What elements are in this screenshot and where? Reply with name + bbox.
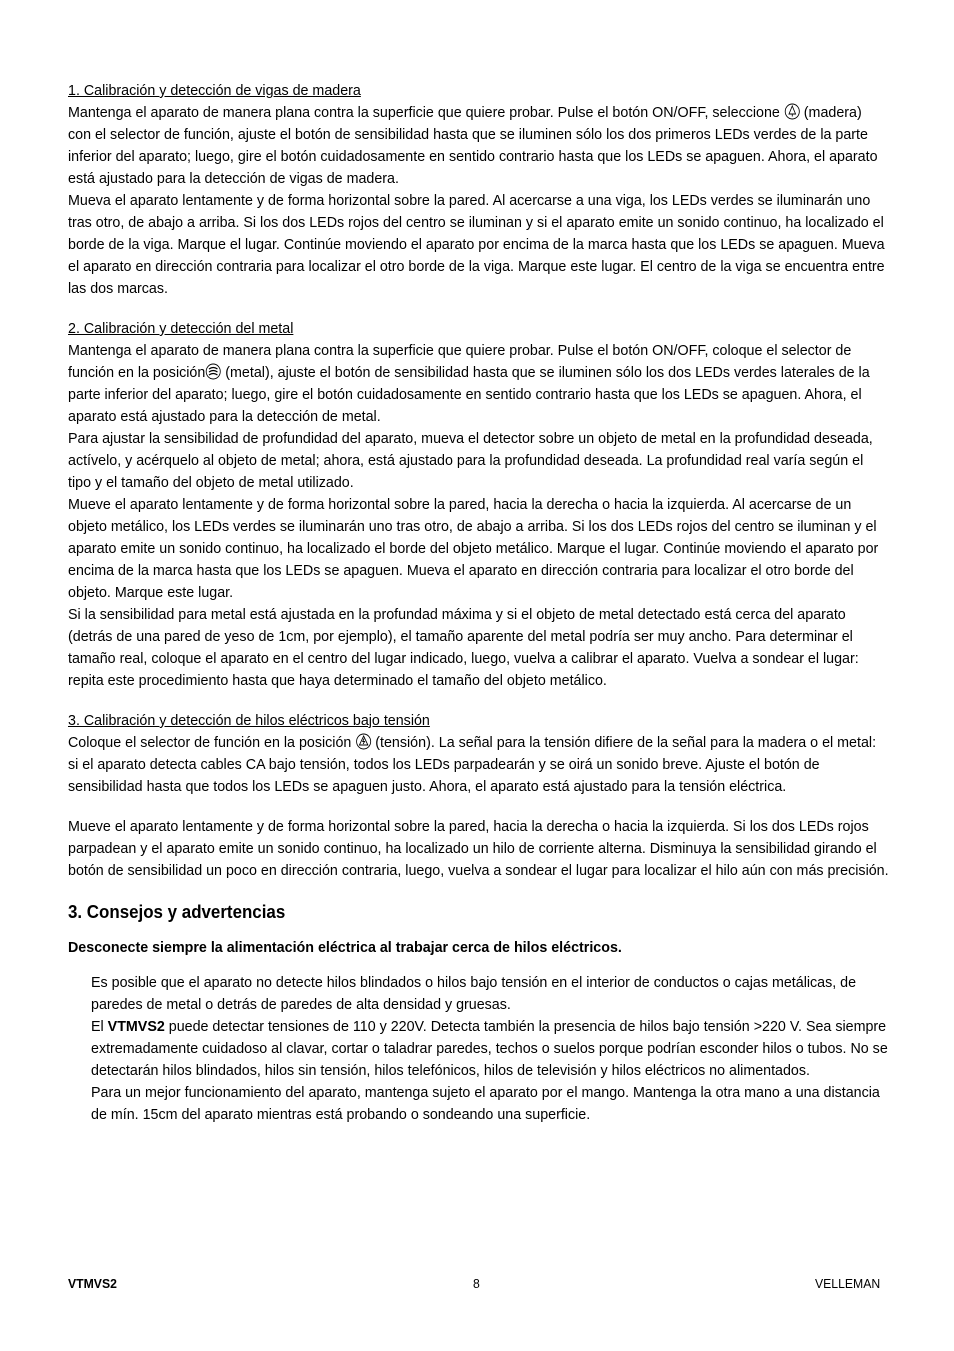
section-3-text-a: Coloque el selector de función en la posición [68, 734, 352, 751]
section-1-paragraph-1 [68, 102, 889, 190]
section-3-paragraph-2: Mueve el aparato lentamente y de forma horizontal sobre la pared, hacia la derecha o hacia la izquierda. Si los dos LEDs rojos parpadean y el aparato emite un sonido continuo, ha localizado un hilo de corriente alterna. Disminuya la sensibilidad girando el botón de sensibilidad un poco en dirección contraria, luego, vuelva a sondear el lugar para localizar el hilo aún con más precisión. [68, 818, 889, 879]
section-3-title: 3. Calibración y detección de hilos eléctricos bajo tensión [68, 712, 430, 729]
model-name: VTMVS2 [107, 1018, 165, 1035]
wood-icon [784, 103, 800, 120]
section-3-paragraph-1 [68, 732, 889, 798]
voltage-icon [355, 733, 371, 750]
section-2-text-b: (metal), ajuste el botón de sensibilidad hasta que se iluminen sólo los dos LEDs verdes laterales de la parte inferior del aparato; luego, gire el botón cuidadosamente en sentido contrario hasta que los LEDs se apaguen. Ahora, el aparato está ajustado para la detección de metal. [68, 364, 870, 425]
section-2-paragraph-4: Si la sensibilidad para metal está ajustada en la profundad máxima y si el objeto de metal detectado está cerca del aparato (detrás de una pared de yeso de 1cm, por ejemplo), el tamaño aparente del metal podría ser muy ancho. Para determinar el tamaño real, coloque el aparato en el centro del lugar indicado, luego, vuelva a calibrar el aparato. Vuelva a sondear el lugar: repita este procedimiento hasta que haya determinado el tamaño del objeto metálico. [68, 606, 859, 689]
footer-brand: VELLEMAN [815, 1276, 881, 1291]
page-content [68, 80, 888, 1126]
section-1-title: 1. Calibración y detección de vigas de madera [68, 82, 361, 99]
section-2-text-a: Mantenga el aparato de manera plana contra la superficie que quiere probar. Pulse el botón ON/OFF, coloque el selector de función en la posición [68, 342, 852, 381]
section-2-title: 2. Calibración y detección del metal [68, 320, 294, 337]
tips-paragraph-2 [91, 1016, 890, 1082]
section-3-text-b: (tensión). La señal para la tensión difiere de la señal para la madera o el metal: si el aparato detecta cables CA bajo tensión, todos los LEDs parpadearán y se oirá un sonido breve. Ajuste el botón de sensibilidad hasta que todos los LEDs se apaguen justo. Ahora, el aparato está ajustado para la tensión eléctrica. [68, 734, 877, 795]
section-2-paragraph-2: Para ajustar la sensibilidad de profundidad del aparato, mueva el detector sobre un objeto de metal en la profundidad deseada, actívelo, y acérquelo al objeto de metal; ahora, está ajustado para la profundidad deseada. La profundidad real varía según el tipo y el tamaño del objeto de metal utilizado. [68, 430, 873, 491]
tips-heading: 3. Consejos y advertencias [68, 902, 286, 922]
metal-icon [205, 363, 221, 380]
tips-p2-post: puede detectar tensiones de 110 y 220V. Detecta también la presencia de hilos bajo tensión >220 V. Sea siempre extremadamente cuidadoso al clavar, cortar o taladrar paredes, techos o suelos porque podrían esconder hilos o tubos. No se detectarán hilos blindados, hilos sin tensión, hilos telefónicos, hilos de televisión y hilos eléctricos no alimentados. [91, 1018, 888, 1079]
tips-p2-pre: El [91, 1018, 108, 1035]
section-2-paragraph-3: Mueve el aparato lentamente y de forma horizontal sobre la pared, hacia la derecha o hacia la izquierda. Al acercarse de un objeto metálico, los LEDs verdes se iluminarán uno tras otro, de abajo a arriba. Si los dos LEDs rojos del centro se iluminan y el aparato emite un sonido continuo, ha localizado el borde del objeto metálico. Marque el lugar. Continúe moviendo el aparato por encima de la marca hasta que los LEDs se apaguen. Mueva el aparato en dirección contraria para localizar el otro borde del objeto. Marque este lugar. [68, 496, 879, 601]
footer-model: VTMVS2 [68, 1276, 117, 1291]
tips-paragraph-1: Es posible que el aparato no detecte hilos blindados o hilos bajo tensión en el interior de conductos o cajas metálicas, de paredes de metal o detrás de paredes de alta densidad y gruesas. [91, 974, 857, 1013]
section-1-text-b: (madera) con el selector de función, ajuste el botón de sensibilidad hasta que se iluminen sólo los dos primeros LEDs verdes de la parte inferior del aparato; luego, gire el botón cuidadosamente en sentido contrario hasta que los LEDs se apaguen. Ahora, el aparato está ajustado para la detección de vigas de madera. [68, 104, 878, 187]
section-2-paragraph-1 [68, 340, 889, 428]
section-1-text-a: Mantenga el aparato de manera plana contra la superficie que quiere probar. Pulse el botón ON/OFF, seleccione [68, 104, 780, 121]
section-1-paragraph-2: Mueva el aparato lentamente y de forma horizontal sobre la pared. Al acercarse a una viga, los LEDs verdes se iluminarán uno tras otro, de abajo a arriba. Si los dos LEDs rojos del centro se iluminan y si el aparato emite un sonido continuo, ha localizado el borde de la viga. Marque el lugar. Continúe moviendo el aparato por encima de la marca hasta que los LEDs se apaguen. Mueva el aparato en dirección contraria para localizar el otro borde de la viga. Marque este lugar. El centro de la viga se encuentra entre las dos marcas. [68, 192, 885, 297]
footer-page-number: 8 [473, 1276, 480, 1291]
tips-paragraph-3: Para un mejor funcionamiento del aparato, mantenga sujeto el aparato por el mango. Mantenga la otra mano a una distancia de mín. 15cm del aparato mientras está probando o sondeando una superficie. [91, 1084, 880, 1123]
tips-list [68, 972, 888, 1126]
warning-text: Desconecte siempre la alimentación eléctrica al trabajar cerca de hilos eléctricos. [68, 939, 622, 956]
